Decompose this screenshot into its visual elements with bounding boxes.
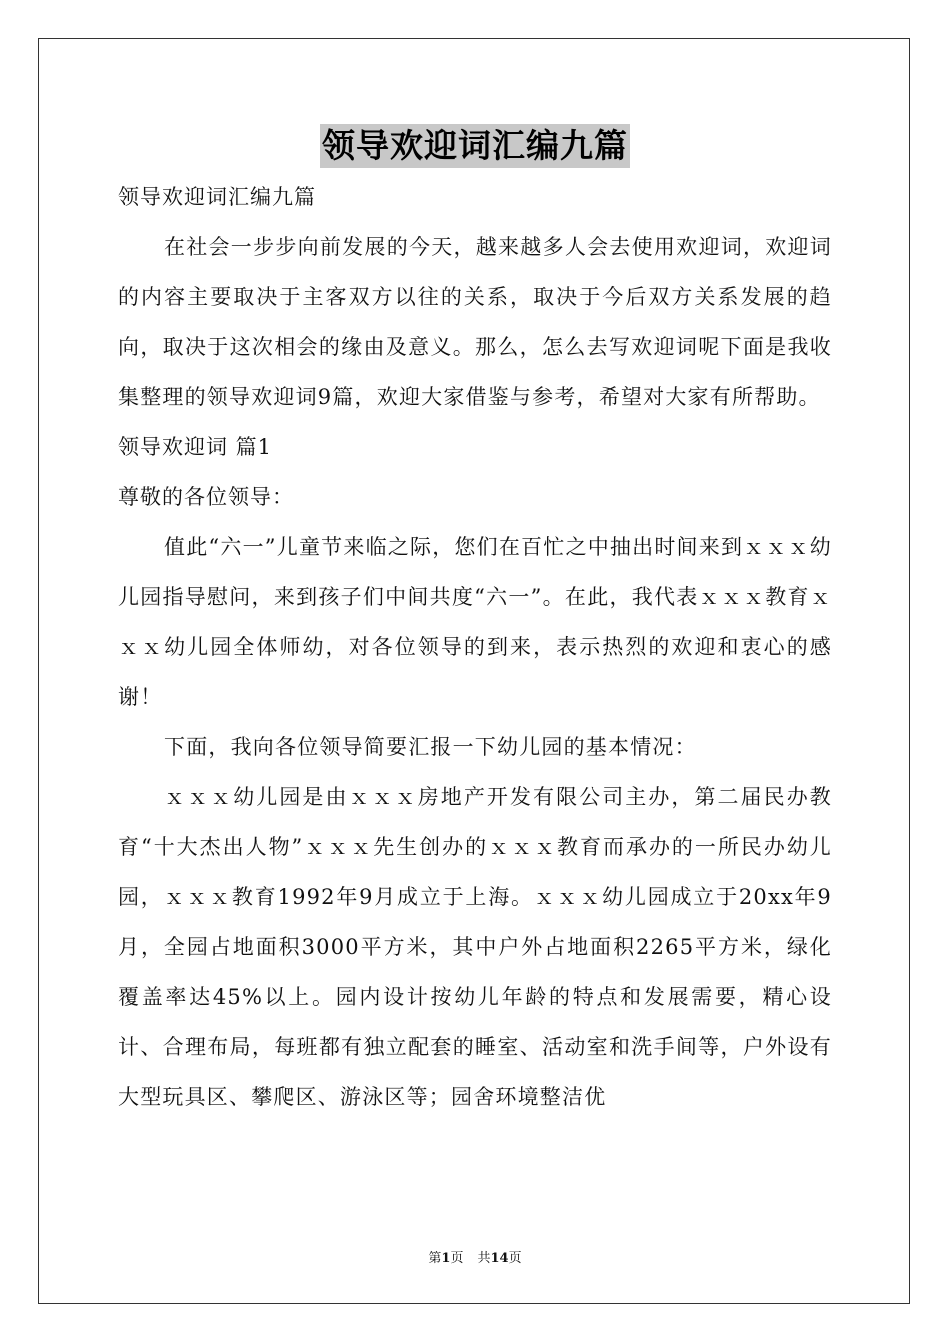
document-subtitle: 领导欢迎词汇编九篇 bbox=[118, 185, 316, 209]
total-pages: 14 bbox=[490, 1251, 509, 1266]
body-paragraph-2: 下面，我向各位领导简要汇报一下幼儿园的基本情况： bbox=[164, 735, 697, 759]
title-area bbox=[0, 124, 950, 168]
body-paragraph-1: 值此“六一”儿童节来临之际，您们在百忙之中抽出时间来到ｘｘｘ幼儿园指导慰问，来到孩子们中间共度“六一”。在此，我代表ｘｘｘ教育ｘｘｘ幼儿园全体师幼，对各位领导的到来，表示热烈的欢迎和衷心的感谢！ bbox=[118, 535, 832, 709]
document-body bbox=[118, 172, 832, 1122]
page-label: 第 bbox=[428, 1251, 442, 1266]
page-suffix: 页 bbox=[450, 1251, 464, 1266]
salutation: 尊敬的各位领导： bbox=[118, 485, 294, 509]
body-paragraph-3: ｘｘｘ幼儿园是由ｘｘｘ房地产开发有限公司主办，第二届民办教育“十大杰出人物”ｘｘｘ先生创办的ｘｘｘ教育而承办的一所民办幼儿园，ｘｘｘ教育1992年9月成立于上海。ｘｘｘ幼儿园成立于20xx年9月，全园占地面积3000平方米，其中户外占地面积2265平方米，绿化覆盖率达45%以上。园内设计按幼儿年龄的特点和发展需要，精心设计、合理布局，每班都有独立配套的睡室、活动室和洗手间等，户外设有大型玩具区、攀爬区、游泳区等；园舍环境整洁优 bbox=[118, 785, 832, 1109]
page-number: 1 bbox=[441, 1251, 451, 1266]
section-heading: 领导欢迎词 篇1 bbox=[118, 435, 273, 459]
page-footer bbox=[0, 1247, 950, 1266]
document-title: 领导欢迎词汇编九篇 bbox=[320, 124, 630, 168]
total-label: 共 bbox=[477, 1251, 491, 1266]
intro-paragraph: 在社会一步步向前发展的今天，越来越多人会去使用欢迎词，欢迎词的内容主要取决于主客双方以往的关系，取决于今后双方关系发展的趋向，取决于这次相会的缘由及意义。那么，怎么去写欢迎词呢下面是我收集整理的领导欢迎词9篇，欢迎大家借鉴与参考，希望对大家有所帮助。 bbox=[118, 235, 832, 409]
total-suffix: 页 bbox=[508, 1251, 522, 1266]
